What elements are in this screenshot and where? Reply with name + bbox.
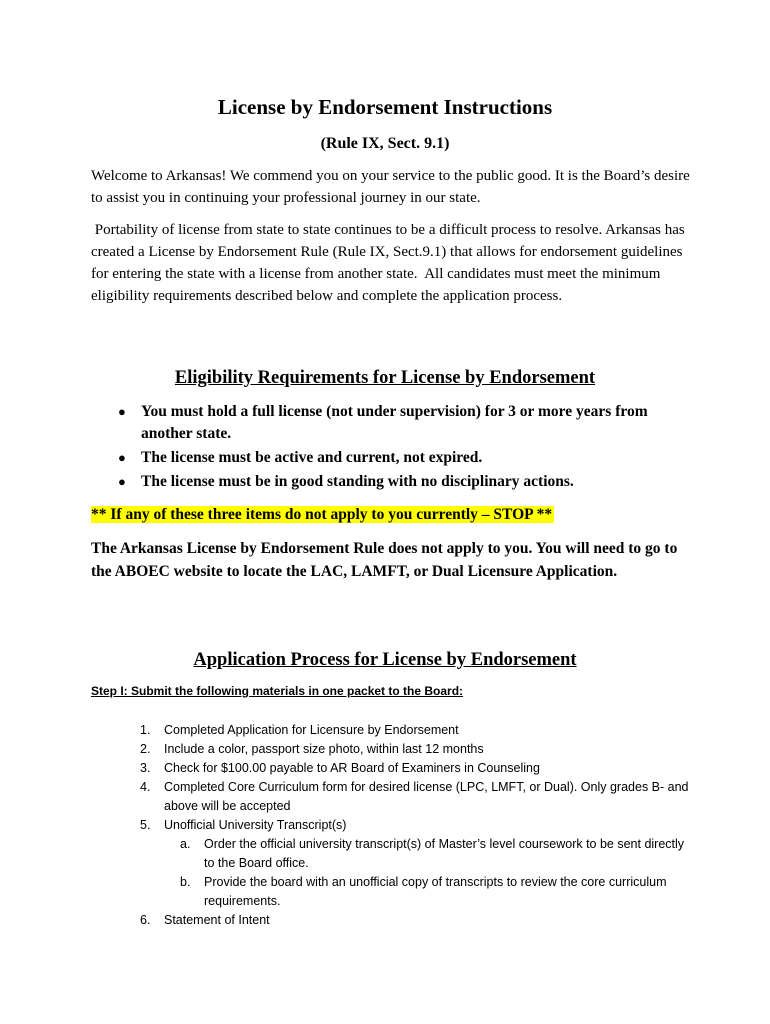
page-title: License by Endorsement Instructions <box>217 95 553 119</box>
step-number: 4. <box>140 780 151 794</box>
step-number: 1. <box>140 723 151 737</box>
step-item <box>91 778 691 816</box>
bullet-icon: ● <box>118 450 126 465</box>
step-number: 2. <box>140 742 151 756</box>
step-text: Unofficial University Transcript(s) <box>164 818 347 832</box>
step-item <box>91 740 691 759</box>
step-text: Statement of Intent <box>164 913 270 927</box>
step-one-heading: Step I: Submit the following materials in one packet to the Board: <box>91 684 464 698</box>
step-text: Include a color, passport size photo, within last 12 months <box>164 742 484 756</box>
substep-text: Order the official university transcript(s) of Master’s level coursework to be sent directly to the Board office. <box>204 837 685 870</box>
intro-paragraph-1: Welcome to Arkansas! We commend you on your service to the public good. It is the Board’s desire to assist you in continuing your professional journey in our state. <box>91 168 690 206</box>
intro-paragraph-2: Portability of license from state to state continues to be a difficult process to resolve. Arkansas has created a License by Endorsement Rule (Rule IX, Sect.9.1) that allows for endorsement guidelines for entering the state with a license from another state. All candidates must meet the minimum eligibility requirements described below and complete the application process. <box>91 222 689 304</box>
eligibility-item-text: The license must be in good standing with no disciplinary actions. <box>141 473 574 490</box>
eligibility-item <box>91 447 691 469</box>
eligibility-item-text: The license must be active and current, not expired. <box>141 449 483 466</box>
step-text: Completed Application for Licensure by Endorsement <box>164 723 459 737</box>
substep-item <box>164 873 691 911</box>
page-subtitle: (Rule IX, Sect. 9.1) <box>320 135 450 152</box>
step-list <box>91 721 691 930</box>
step-item <box>91 759 691 778</box>
step-item <box>91 721 691 740</box>
substep-item <box>164 835 691 873</box>
step-item <box>91 911 691 930</box>
substep-list <box>164 835 691 911</box>
eligibility-heading: Eligibility Requirements for License by Endorsement <box>174 368 596 388</box>
step-item <box>91 816 691 911</box>
eligibility-list <box>91 401 691 495</box>
bullet-icon: ● <box>118 404 126 419</box>
step-number: 3. <box>140 761 151 775</box>
stop-notice-line <box>91 504 554 526</box>
bullet-icon: ● <box>118 474 126 489</box>
step-text: Check for $100.00 payable to AR Board of Examiners in Counseling <box>164 761 540 775</box>
substep-letter: b. <box>180 875 191 889</box>
substep-text: Provide the board with an unofficial copy of transcripts to review the core curriculum requirements. <box>204 875 667 908</box>
substep-letter: a. <box>180 837 191 851</box>
eligibility-item <box>91 471 691 493</box>
eligibility-item <box>91 401 691 445</box>
stop-paragraph: The Arkansas License by Endorsement Rule does not apply to you. You will need to go to the ABOEC website to locate the LAC, LAMFT, or Dual Licensure Application. <box>91 540 678 580</box>
step-text: Completed Core Curriculum form for desired license (LPC, LMFT, or Dual). Only grades B- and above will be accepted <box>164 780 689 813</box>
stop-notice: ** If any of these three items do not apply to you currently – STOP ** <box>91 506 553 523</box>
step-number: 6. <box>140 913 151 927</box>
step-number: 5. <box>140 818 151 832</box>
eligibility-item-text: You must hold a full license (not under supervision) for 3 or more years from another state. <box>141 403 648 442</box>
application-heading: Application Process for License by Endorsement <box>193 650 577 670</box>
